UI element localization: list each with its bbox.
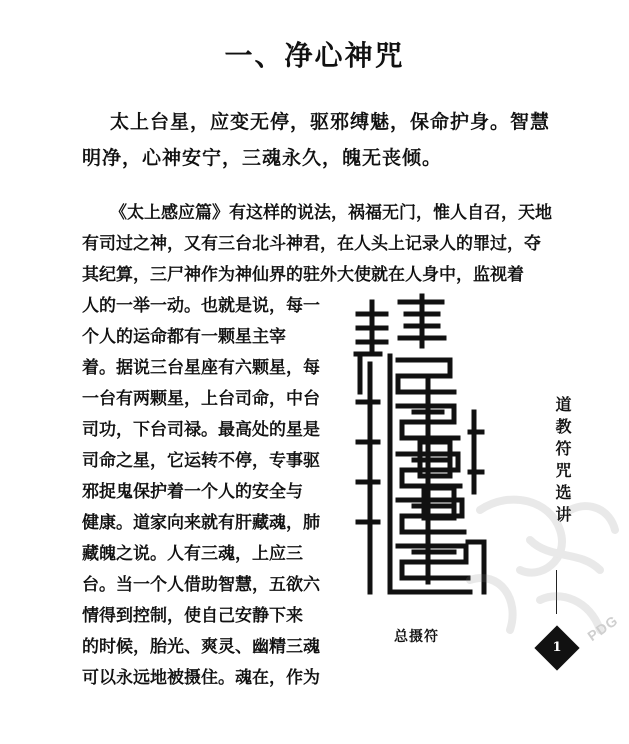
body-line: 情得到控制，使自己安静下来 [82,606,303,626]
talisman-seal-drawing [350,292,490,604]
side-divider-line [556,570,557,614]
body-line: 有司过之神，又有三台北斗神君，在人头上记录人的罪过，夺 [82,234,541,254]
page-title: 一、净心神咒 [224,39,405,72]
body-line: 藏魄之说。人有三魂，上应三 [82,544,303,564]
body-line: 个人的运命都有一颗星主宰 [82,327,286,347]
body-line: 的时候，胎光、爽灵、幽精三魂 [82,637,320,657]
body-paragraph-beside-talisman [82,291,322,694]
body-line: 着。据说三台星座有六颗星，每 [82,358,320,378]
body-line: 可以永远地被摄住。魂在，作为 [82,668,320,688]
body-line: 司功，下台司禄。最高处的星是 [82,420,320,440]
body-line: 其纪算，三尸神作为神仙界的驻外大使就在人身中，监视着 [82,265,524,285]
incantation-line: 明净，心神安宁，三魂永久，魄无丧倾。 [82,147,443,169]
body-line: 《太上感应篇》有这样的说法，祸福无门，惟人自召，天地 [110,203,552,223]
page-number: 1 [552,640,562,655]
side-running-title: 道教符咒选讲 [553,396,572,528]
talisman-illustration [350,292,490,604]
body-line: 一台有两颗星，上台司命，中台 [82,389,320,409]
watermark-text: PDG [584,611,621,645]
incantation-line: 太上台星，应变无停，驱邪缚魅，保命护身。智慧 [110,111,551,133]
body-line: 健康。道家向来就有肝藏魂，肺 [82,513,320,533]
body-line: 邪捉鬼保护着一个人的安全与 [82,482,303,502]
body-line: 人的一举一动。也就是说，每一 [82,296,320,316]
body-paragraph-full-width [82,198,552,291]
incantation-text [82,104,551,176]
body-line: 司命之星，它运转不停，专事驱 [82,451,320,471]
body-line: 台。当一个人借助智慧，五欲六 [82,575,320,595]
talisman-caption: 总摄符 [394,629,439,645]
